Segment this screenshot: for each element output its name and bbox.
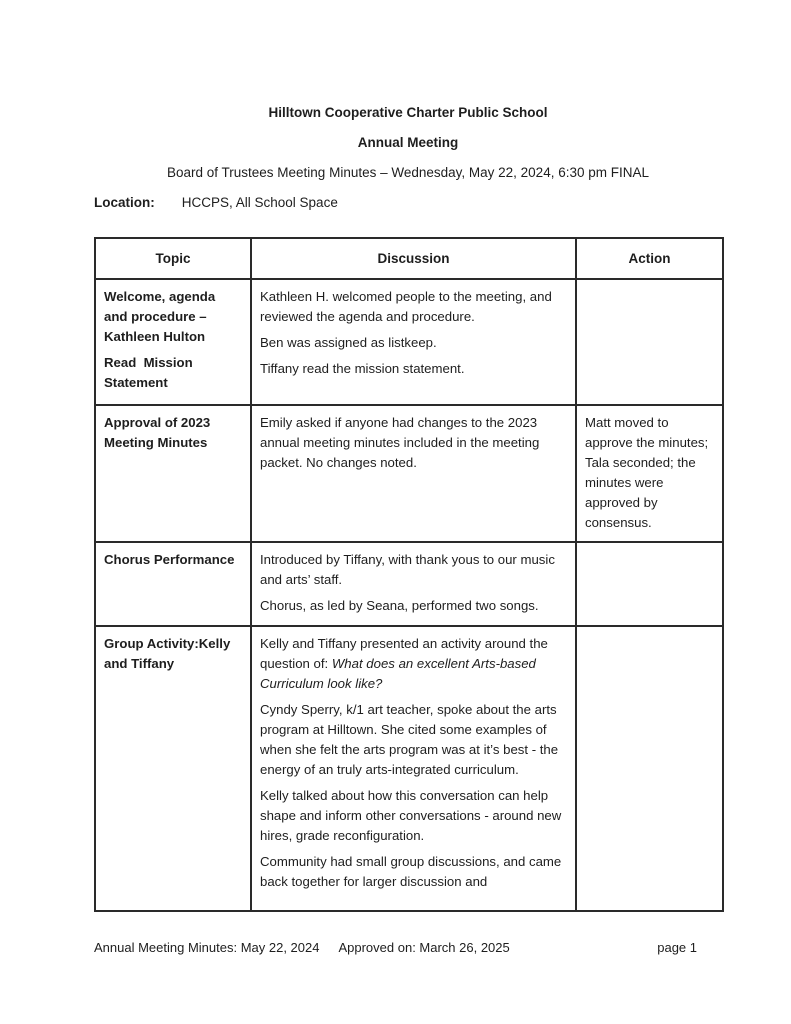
discussion-paragraph: Kelly talked about how this conversation can help shape and inform other conversations - around new hires, grade reconfiguration. xyxy=(260,788,565,843)
discussion-paragraph: Cyndy Sperry, k/1 art teacher, spoke about the arts program at Hilltown. She cited some examples of when she felt the arts program was at it’s best - the energy of an truly arts-integrated curriculum. xyxy=(260,702,562,777)
topic-cell xyxy=(95,626,251,911)
school-name-title: Hilltown Cooperative Charter Public School xyxy=(268,105,548,120)
topic-paragraph: Read Mission Statement xyxy=(104,355,197,390)
topic-paragraph: Chorus Performance xyxy=(104,552,235,567)
location-line xyxy=(94,195,722,210)
table-row-welcome xyxy=(95,279,723,405)
table-row-chorus xyxy=(95,542,723,626)
column-header-discussion: Discussion xyxy=(251,238,576,279)
column-header-topic: Topic xyxy=(95,238,251,279)
action-cell xyxy=(576,405,723,542)
column-header-action: Action xyxy=(576,238,723,279)
discussion-paragraph: Chorus, as led by Seana, performed two songs. xyxy=(260,598,539,613)
footer-page-number: page 1 xyxy=(657,940,697,955)
discussion-cell xyxy=(251,279,576,405)
topic-paragraph: Welcome, agenda and procedure – Kathleen Hulton xyxy=(104,289,219,344)
discussion-paragraph: Introduced by Tiffany, with thank yous to our music and arts’ staff. xyxy=(260,552,559,587)
table-row-approval xyxy=(95,405,723,542)
page-footer xyxy=(94,940,722,955)
discussion-cell xyxy=(251,405,576,542)
action-cell xyxy=(576,279,723,405)
topic-paragraph: Approval of 2023 Meeting Minutes xyxy=(104,415,214,450)
discussion-cell xyxy=(251,542,576,626)
discussion-paragraph: Kathleen H. welcomed people to the meeting, and reviewed the agenda and procedure. xyxy=(260,289,556,324)
topic-cell xyxy=(95,405,251,542)
table-row-group-activity xyxy=(95,626,723,911)
action-paragraph: Matt moved to approve the minutes; Tala seconded; the minutes were approved by consensus. xyxy=(585,415,712,530)
discussion-paragraph: Community had small group discussions, and came back together for larger discussion and xyxy=(260,854,565,889)
discussion-cell xyxy=(251,626,576,911)
discussion-paragraph xyxy=(260,634,567,694)
topic-cell xyxy=(95,279,251,405)
discussion-italic-question: What does an excellent Arts-based Curriculum look like? xyxy=(260,656,540,691)
location-value: HCCPS, All School Space xyxy=(181,195,338,210)
footer-minutes-date: Annual Meeting Minutes: May 22, 2024 xyxy=(94,940,320,955)
discussion-paragraph: Ben was assigned as listkeep. xyxy=(260,335,437,350)
location-label: Location: xyxy=(94,195,155,210)
action-cell xyxy=(576,626,723,911)
minutes-table xyxy=(94,237,724,912)
meeting-name-subtitle: Annual Meeting xyxy=(357,135,459,150)
discussion-paragraph: Emily asked if anyone had changes to the 2023 annual meeting minutes included in the meeting packet. No changes noted. xyxy=(260,415,543,470)
action-cell xyxy=(576,542,723,626)
discussion-paragraph: Tiffany read the mission statement. xyxy=(260,361,465,376)
footer-approved-date: Approved on: March 26, 2025 xyxy=(338,940,510,955)
discussion-lead-text: Kelly and Tiffany presented an activity around the question of: xyxy=(260,636,552,671)
topic-paragraph: Group Activity:Kelly and Tiffany xyxy=(104,636,234,671)
meeting-info-line: Board of Trustees Meeting Minutes – Wednesday, May 22, 2024, 6:30 pm FINAL xyxy=(166,165,649,180)
table-header-row xyxy=(95,238,723,279)
topic-cell xyxy=(95,542,251,626)
